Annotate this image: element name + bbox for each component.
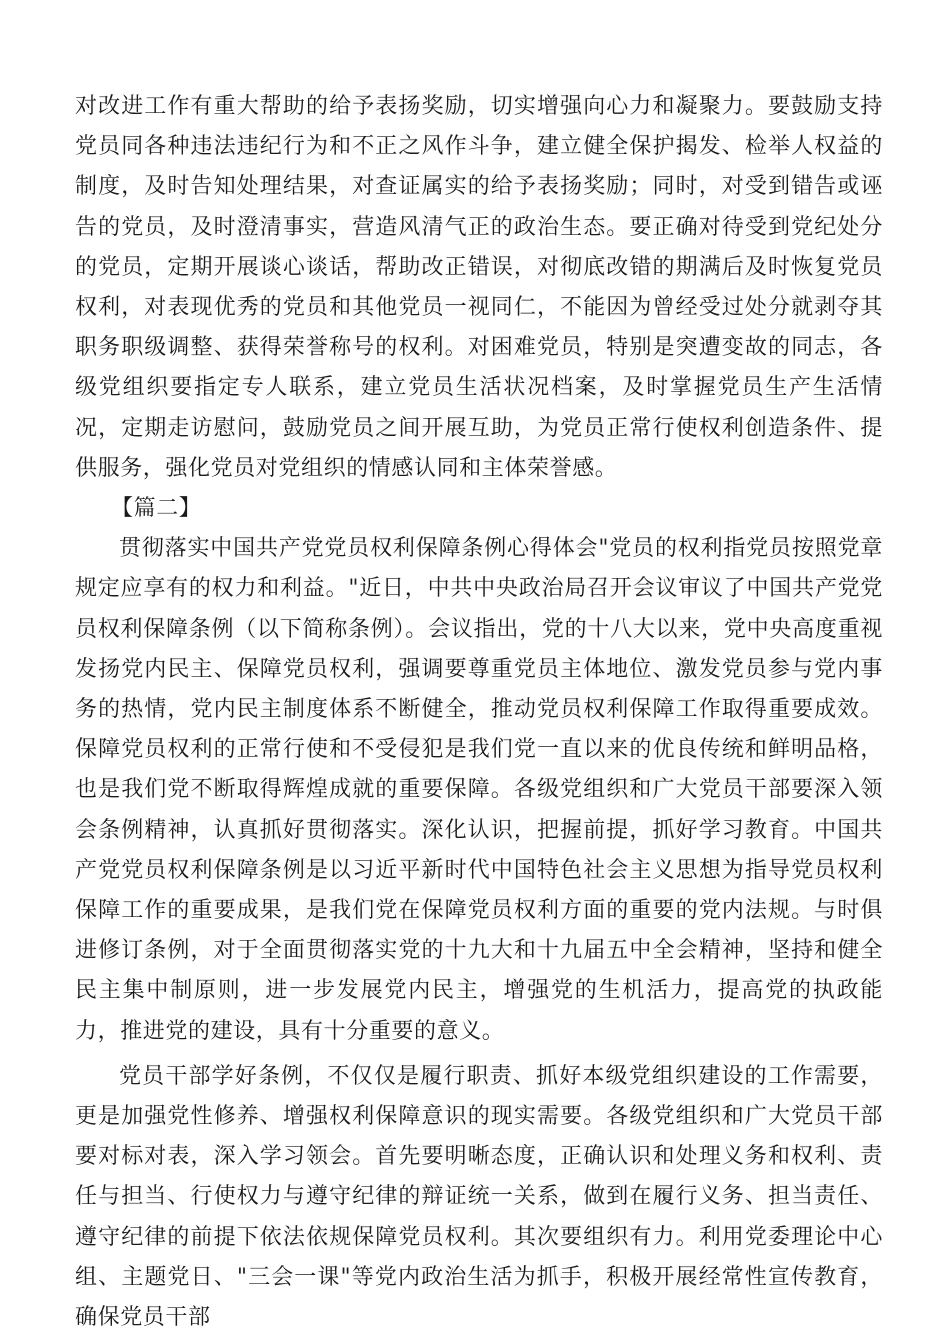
document-page bbox=[75, 87, 883, 1338]
paragraph-intro: 贯彻落实中国共产党党员权利保障条例心得体会"党员的权利指党员按照党章规定应享有的权力和利益。"近日，中共中央政治局召开会议审议了中国共产党党员权利保障条例（以下简称条例）。会议指出，党的十八大以来，党中央高度重视发扬党内民主、保障党员权利，强调要尊重党员主体地位、激发党员参与党内事务的热情，党内民主制度体系不断健全，推动党员权利保障工作取得重要成效。保障党员权利的正常行使和不受侵犯是我们党一直以来的优良传统和鲜明品格，也是我们党不断取得辉煌成就的重要保障。各级党组织和广大党员干部要深入领会条例精神，认真抓好贯彻落实。深化认识，把握前提，抓好学习教育。中国共产党党员权利保障条例是以习近平新时代中国特色社会主义思想为指导党员权利保障工作的重要成果，是我们党在保障党员权利方面的重要的党内法规。与时俱进修订条例，对于全面贯彻落实党的十九大和十九届五中全会精神，坚持和健全民主集中制原则，进一步发展党内民主，增强党的生机活力，提高党的执政能力，推进党的建设，具有十分重要的意义。 bbox=[75, 536, 883, 1044]
paragraph-study: 党员干部学好条例，不仅仅是履行职责、抓好本级党组织建设的工作需要，更是加强党性修养、增强权利保障意识的现实需要。各级党组织和广大党员干部要对标对表，深入学习领会。首先要明晰态度，正确认识和处理义务和权利、责任与担当、行使权力与遵守纪律的辩证统一关系，做到在履行义务、担当责任、遵守纪律的前提下依法依规保障党员权利。其次要组织有力。利用党委理论中心组、主题党日、"三会一课"等党内政治生活为抓手，积极开展经常性宣传教育，确保党员干部 bbox=[75, 1063, 883, 1331]
paragraph-continued: 对改进工作有重大帮助的给予表扬奖励，切实增强向心力和凝聚力。要鼓励支持党员同各种违法违纪行为和不正之风作斗争，建立健全保护揭发、检举人权益的制度，及时告知处理结果，对查证属实的给予表扬奖励；同时，对受到错告或诬告的党员，及时澄清事实，营造风清气正的政治生态。要正确对待受到党纪处分的党员，定期开展谈心谈话，帮助改正错误，对彻底改错的期满后及时恢复党员权利，对表现优秀的党员和其他党员一视同仁，不能因为曾经受过处分就剥夺其职务职级调整、获得荣誉称号的权利。对困难党员，特别是突遭变故的同志，各级党组织要指定专人联系，建立党员生活状况档案，及时掌握党员生产生活情况，定期走访慰问，鼓励党员之间开展互助，为党员正常行使权利创造条件、提供服务，强化党员对党组织的情感认同和主体荣誉感。 bbox=[75, 94, 883, 481]
section-heading: 【篇二】 bbox=[111, 496, 202, 522]
